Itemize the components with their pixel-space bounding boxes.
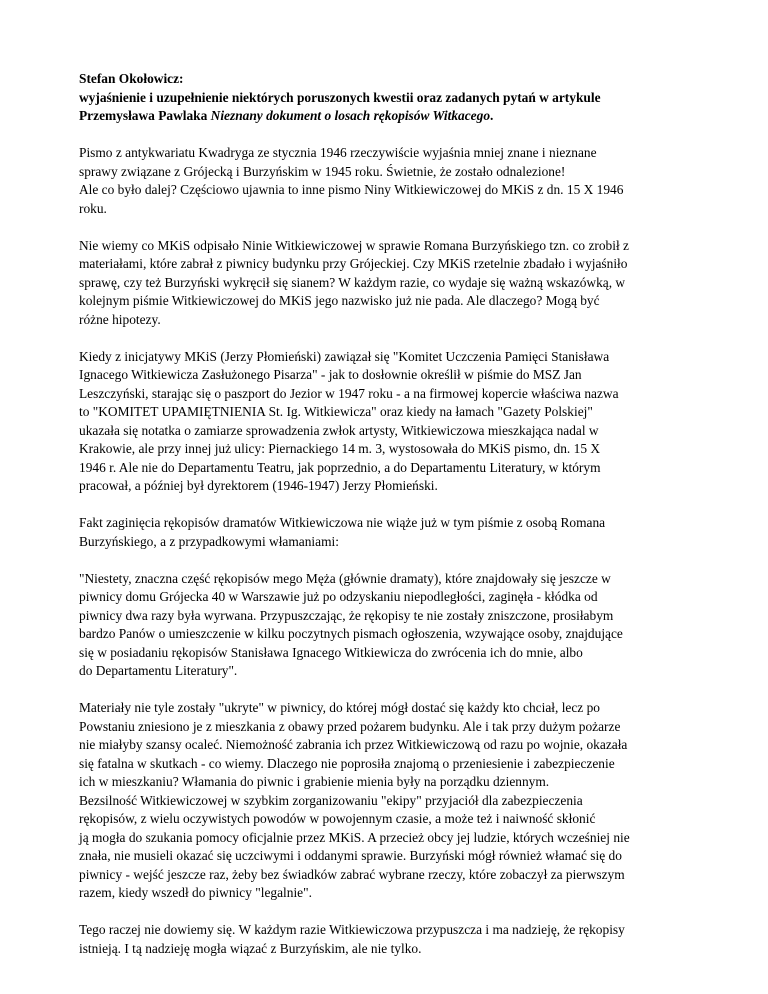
text-line: piwnicy - wejść jeszcze raz, żeby bez świadków zabrać wybrane rzeczy, które zobaczył za pierwszym [79,866,625,882]
text-line: Leszczyński, starając się o paszport do Jezior w 1947 roku - a na firmowej kopercie właściwa nazwa [79,385,619,401]
text-line: się fatalna w skutkach - co wiemy. Dlaczego nie poprosiła znajomą o przeniesienie i zabezpieczenie [79,755,615,771]
paragraph-7 [79,921,691,958]
text-line: bardzo Panów o umieszczenie w kilku poczytnych pismach ogłoszenia, wzywające osoby, znajdujące [79,626,623,641]
document-body [79,144,691,958]
text-line: ją mogła do szukania pomocy oficjalnie przez MKiS. A przecież obcy jej ludzie, których wcześniej nie [79,829,630,845]
text-line: rękopisów, z wielu oczywistych powodów w powojennym czasie, a może też i naiwność skłonić [79,811,596,826]
text-line: do Departamentu Literatury". [79,663,238,678]
text-line: kolejnym piśmie Witkiewiczowej do MKiS jego nazwisko już nie pada. Ale dlaczego? Mogą być [79,293,600,308]
text-line: Pismo z antykwariatu Kwadryga ze stycznia 1946 rzeczywiście wyjaśnia mniej znane i nieznane [79,145,597,160]
paragraph-5 [79,570,691,681]
text-line: istnieją. I tą nadzieję mogła wiązać z Burzyńskim, ale nie tylko. [79,940,422,956]
text-line: znała, nie musieli okazać się uczciwymi i oddanymi sprawie. Burzyński mógł również włamać się do [79,848,622,863]
article-title: Nieznany dokument o losach rękopisów Witkacego [210,108,491,123]
text-line: ukazała się notatka o zamiarze sprowadzenia zwłok artysty, Witkiewiczowa mieszkająca nadal w [79,422,599,438]
text-line: pracował, a później był dyrektorem (1946-1947) Jerzy Płomieński. [79,478,438,493]
text-line: Powstaniu zniesiono je z mieszkania z obawy przed pożarem budynku. Ale i tak przy dużym pożarze [79,718,621,734]
text-line: materiałami, które zabrał z piwnicy budynku przy Grójeckiej. Czy MKiS rzetelnie zbadało i wyjaśniło [79,256,628,271]
text-line: Nie wiemy co MKiS odpisało Ninie Witkiewiczowej w sprawie Romana Burzyńskiego tzn. co zrobił z [79,237,629,253]
document-heading [79,70,691,126]
paragraph-3 [79,348,691,496]
text-line: Krakowie, ale przy innej już ulicy: Piernackiego 14 m. 3, wystosowała do MKiS pismo, dn. 15 X [79,441,601,456]
subtitle-prefix: Przemysława Pawlaka [79,108,211,123]
subtitle-suffix: . [490,108,494,123]
text-line: sprawy związane z Grójecką i Burzyńskim w 1945 roku. Świetnie, że zostało odnalezione! [79,163,566,179]
text-line: to "KOMITET UPAMIĘTNIENIA St. Ig. Witkiewicza" oraz kiedy na łamach "Gazety Polskiej" [79,404,593,419]
text-line: 1946 r. Ale nie do Departamentu Teatru, jak poprzednio, a do Departamentu Literatury, w którym [79,459,601,475]
text-line: piwnicy domu Grójecka 40 w Warszawie już po odzyskaniu niepodległości, zaginęła - kłódka od [79,589,598,604]
text-line: Burzyńskiego, a z przypadkowymi włamaniami: [79,533,339,549]
text-line: Ale co było dalej? Częściowo ujawnia to inne pismo Niny Witkiewiczowej do MKiS z dn. 15 X 1946 [79,182,624,197]
paragraph-2 [79,237,691,330]
paragraph-4 [79,514,691,551]
text-line: piwnicy dwa razy była wyrwana. Przypuszczając, że rękopisy te nie zostały zniszczone, prosiłabym [79,607,614,623]
text-line: różne hipotezy. [79,311,161,327]
text-line: "Niestety, znaczna część rękopisów mego Męża (głównie dramaty), które znajdowały się jeszcze w [79,570,611,586]
document-page [79,70,691,977]
text-line: Fakt zaginięcia rękopisów dramatów Witkiewiczowa nie wiąże już w tym piśmie z osobą Romana [79,515,606,530]
paragraph-6 [79,699,691,903]
text-line: Ignacego Witkiewicza Zasłużonego Pisarza" - jak to dosłownie określił w piśmie do MSZ Jan [79,367,582,382]
text-line: nie miałyby szansy ocaleć. Niemożność zabrania ich przez Witkiewiczową od razu po wojnie, okazała [79,737,628,752]
subtitle-line-1: wyjaśnienie i uzupełnienie niektórych poruszonych kwestii oraz zadanych pytań w artykule [79,89,601,105]
text-line: roku. [79,200,107,216]
author-line: Stefan Okołowicz: [79,71,184,86]
text-line: sprawę, czy też Burzyński wykręcił się sianem? W każdym razie, co wydaje się ważną wskazówką, w [79,274,626,290]
text-line: Bezsilność Witkiewiczowej w szybkim zorganizowaniu "ekipy" przyjaciół dla zabezpieczenia [79,792,583,808]
subtitle-line-2 [79,107,691,126]
text-line: ich w mieszkaniu? Włamania do piwnic i grabienie mienia były na porządku dziennym. [79,774,550,789]
paragraph-1 [79,144,691,218]
text-line: się w posiadaniu rękopisów Stanisława Ignacego Witkiewicza do zwrócenia ich do mnie, albo [79,644,583,660]
text-line: Kiedy z inicjatywy MKiS (Jerzy Płomieński) zawiązał się "Komitet Uczczenia Pamięci Stanisława [79,348,610,364]
text-line: Tego raczej nie dowiemy się. W każdym razie Witkiewiczowa przypuszcza i ma nadzieję, że rękopisy [79,922,625,937]
text-line: Materiały nie tyle zostały "ukryte" w piwnicy, do której mógł dostać się każdy kto chciał, lecz po [79,700,600,715]
text-line: razem, kiedy wszedł do piwnicy "legalnie". [79,885,312,900]
